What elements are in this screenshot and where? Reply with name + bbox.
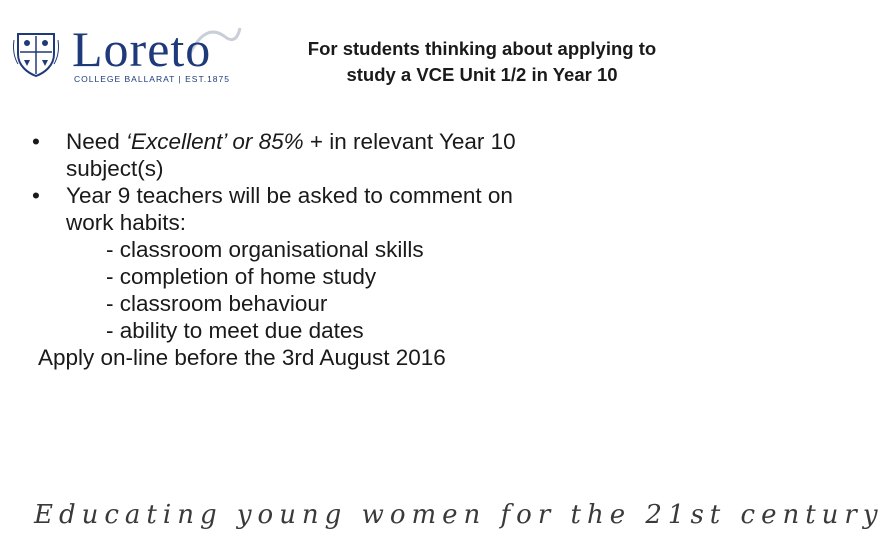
bullet-text-1b: + in relevant Year 10 <box>303 129 516 154</box>
logo-subtitle: COLLEGE BALLARAT | EST.1875 <box>74 74 230 84</box>
slide-title <box>252 36 712 88</box>
sub-item-behaviour: - classroom behaviour <box>106 291 328 316</box>
sub-item-due-dates: - ability to meet due dates <box>106 318 364 343</box>
bullet-item-teachers <box>30 182 700 236</box>
title-line-1: For students thinking about applying to <box>307 38 657 59</box>
footer-tagline: Educating young women for the 21st century <box>34 500 884 530</box>
title-line-2: study a VCE Unit 1/2 in Year 10 <box>346 64 618 85</box>
bullet-text-1a: Need <box>66 129 127 154</box>
slide-body <box>30 128 700 371</box>
crest-icon <box>12 30 60 78</box>
school-logo <box>8 22 248 88</box>
sub-item-home-study: - completion of home study <box>106 264 377 289</box>
bullet-item-excellent <box>30 128 700 182</box>
bullet-text-2-continued: work habits: <box>66 210 187 235</box>
apply-note: Apply on-line before the 3rd August 2016 <box>38 345 446 370</box>
sub-item-organisation: - classroom organisational skills <box>106 237 424 262</box>
logo-wordmark: Loreto <box>72 21 212 77</box>
bullet-icon: • <box>32 129 40 154</box>
bullet-text-2: Year 9 teachers will be asked to comment on <box>66 183 513 208</box>
bullet-icon: • <box>32 183 40 208</box>
bullet-text-1-emphasis: ‘Excellent’ or 85% <box>126 129 304 154</box>
bullet-text-1-continued: subject(s) <box>66 156 164 181</box>
